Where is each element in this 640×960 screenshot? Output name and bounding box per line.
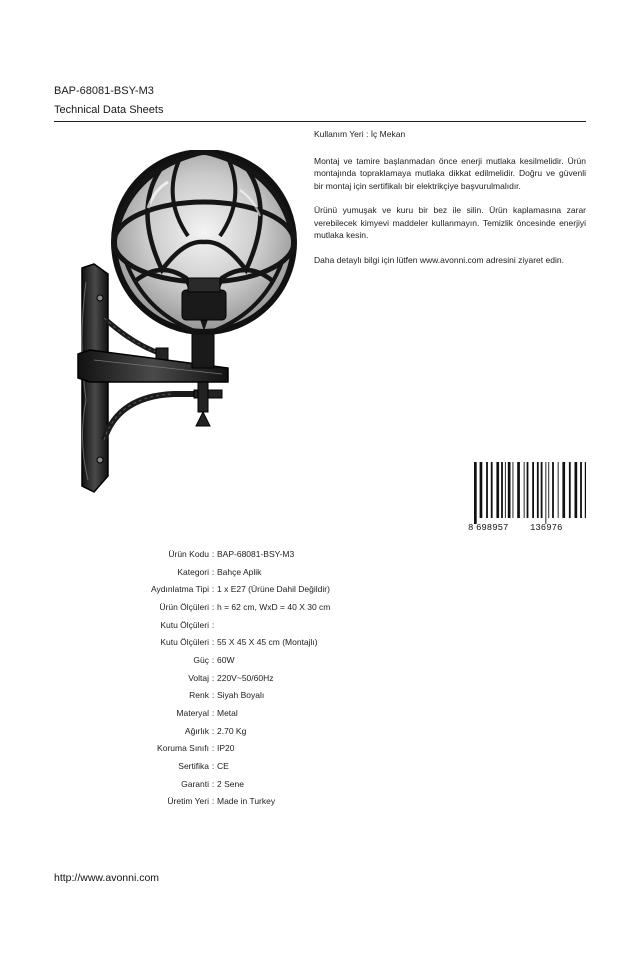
- barcode-bar: [517, 462, 520, 518]
- barcode-bar: [569, 462, 571, 518]
- document-header: [54, 84, 586, 122]
- spec-value: Siyah Boyalı: [217, 690, 265, 701]
- spec-value: Made in Turkey: [217, 796, 276, 807]
- spec-label: Kutu Ölçüleri: [160, 619, 209, 630]
- barcode-bar: [527, 462, 529, 518]
- barcode-bar: [513, 462, 514, 518]
- barcode: [468, 462, 586, 532]
- spec-separator: :: [211, 637, 215, 648]
- spec-value: 60W: [217, 654, 235, 665]
- spec-row: [54, 687, 586, 705]
- spec-separator: :: [211, 619, 215, 630]
- barcode-bar: [496, 462, 499, 518]
- spec-value: h = 62 cm, WxD = 40 X 30 cm: [217, 601, 331, 612]
- spec-separator: :: [211, 601, 215, 612]
- barcode-bar: [480, 462, 483, 518]
- spec-value: 2.70 Kg: [217, 725, 247, 736]
- barcode-bar: [585, 462, 586, 518]
- barcode-bar: [552, 462, 554, 518]
- header-divider: [54, 121, 586, 122]
- spec-value: Bahçe Aplik: [217, 566, 262, 577]
- barcode-bar: [537, 462, 539, 518]
- spec-separator: :: [211, 796, 215, 807]
- barcode-bar: [532, 462, 534, 518]
- barcode-bar: [491, 462, 493, 518]
- barcode-bar: [486, 462, 488, 518]
- barcode-bar: [580, 462, 582, 518]
- spec-row: [54, 580, 586, 598]
- spec-label: Kutu Ölçüleri: [160, 637, 209, 648]
- spec-label: Ağırlık: [184, 725, 209, 736]
- spec-label: Üretim Yeri: [167, 796, 209, 807]
- document-subtitle: Technical Data Sheets: [54, 104, 164, 116]
- spec-row: [54, 616, 586, 634]
- spec-row: [54, 669, 586, 687]
- spec-label: Materyal: [176, 708, 209, 719]
- spec-value: 55 X 45 X 45 cm (Montajlı): [217, 637, 318, 648]
- barcode-bar: [562, 462, 565, 518]
- spec-value: Metal: [217, 708, 238, 719]
- spec-separator: :: [211, 672, 215, 683]
- barcode-bar: [541, 462, 543, 518]
- product-code-heading: BAP-68081-BSY-M3: [54, 85, 154, 97]
- barcode-bar: [524, 462, 525, 518]
- spec-row: [54, 545, 586, 563]
- spec-row: [54, 722, 586, 740]
- barcode-bar: [575, 462, 578, 518]
- spec-value: 2 Sene: [217, 778, 244, 789]
- spec-label: Voltaj: [188, 672, 209, 683]
- description-paragraph: Daha detaylı bilgi için lütfen www.avonni.com adresini ziyaret edin.: [314, 254, 564, 265]
- spec-row: [54, 563, 586, 581]
- barcode-digits: 8: [468, 523, 474, 532]
- description-paragraph: Montaj ve tamire başlanmadan önce enerji mutlaka kesilmelidir. Ürün montajında topraklamaya mutlaka dikkat edilmelidir. Doğru ve güvenli bir montaj için sertifikalı bir elektrikçiye başvurulmalıdır.: [314, 155, 586, 191]
- spec-label: Kategori: [177, 566, 209, 577]
- barcode-bar: [545, 462, 546, 524]
- spec-separator: :: [211, 708, 215, 719]
- spec-separator: :: [211, 584, 215, 595]
- spec-label: Koruma Sınıfı: [157, 743, 209, 754]
- spec-separator: :: [211, 761, 215, 772]
- spec-separator: :: [211, 566, 215, 577]
- barcode-bar: [505, 462, 506, 518]
- spec-row: [54, 740, 586, 758]
- spec-separator: :: [211, 725, 215, 736]
- spec-value: BAP-68081-BSY-M3: [217, 548, 295, 559]
- spec-label: Garanti: [181, 778, 209, 789]
- spec-value: 220V~50/60Hz: [217, 672, 274, 683]
- spec-separator: :: [211, 690, 215, 701]
- product-image: [64, 150, 304, 500]
- spec-label: Aydınlatma Tipi: [151, 584, 209, 595]
- spec-table: [54, 545, 586, 810]
- barcode-digits: 698957: [476, 523, 509, 532]
- spec-row: [54, 633, 586, 651]
- barcode-digits: 136976: [530, 523, 563, 532]
- spec-label: Ürün Ölçüleri: [159, 601, 209, 612]
- spec-row: [54, 793, 586, 811]
- spec-label: Renk: [189, 690, 209, 701]
- spec-value: IP20: [217, 743, 235, 754]
- usage-location: Kullanım Yeri : İç Mekan: [314, 129, 406, 139]
- spec-value: 1 x E27 (Ürüne Dahil Değildir): [217, 584, 330, 595]
- barcode-bar: [548, 462, 549, 518]
- barcode-bar: [558, 462, 559, 518]
- product-description: [314, 128, 586, 278]
- spec-label: Ürün Kodu: [168, 548, 209, 559]
- barcode-bar: [501, 462, 503, 518]
- barcode-bar: [508, 462, 511, 518]
- website-link[interactable]: http://www.avonni.com: [54, 872, 160, 884]
- spec-separator: :: [211, 743, 215, 754]
- spec-row: [54, 775, 586, 793]
- spec-separator: :: [211, 778, 215, 789]
- spec-value: CE: [217, 761, 229, 772]
- spec-label: Sertifika: [178, 761, 209, 772]
- spec-row: [54, 757, 586, 775]
- spec-row: [54, 598, 586, 616]
- spec-separator: :: [211, 548, 215, 559]
- spec-separator: :: [211, 654, 215, 665]
- barcode-bar: [474, 462, 477, 524]
- description-paragraph: Ürünü yumuşak ve kuru bir bez ile silin. Ürün kaplamasına zarar verebilecek kimyevi maddeler kullanmayın. Temizlik öncesinde enerjiyi mutlaka kesin.: [314, 205, 586, 240]
- spec-row: [54, 704, 586, 722]
- spec-label: Güç: [193, 654, 209, 665]
- spec-row: [54, 651, 586, 669]
